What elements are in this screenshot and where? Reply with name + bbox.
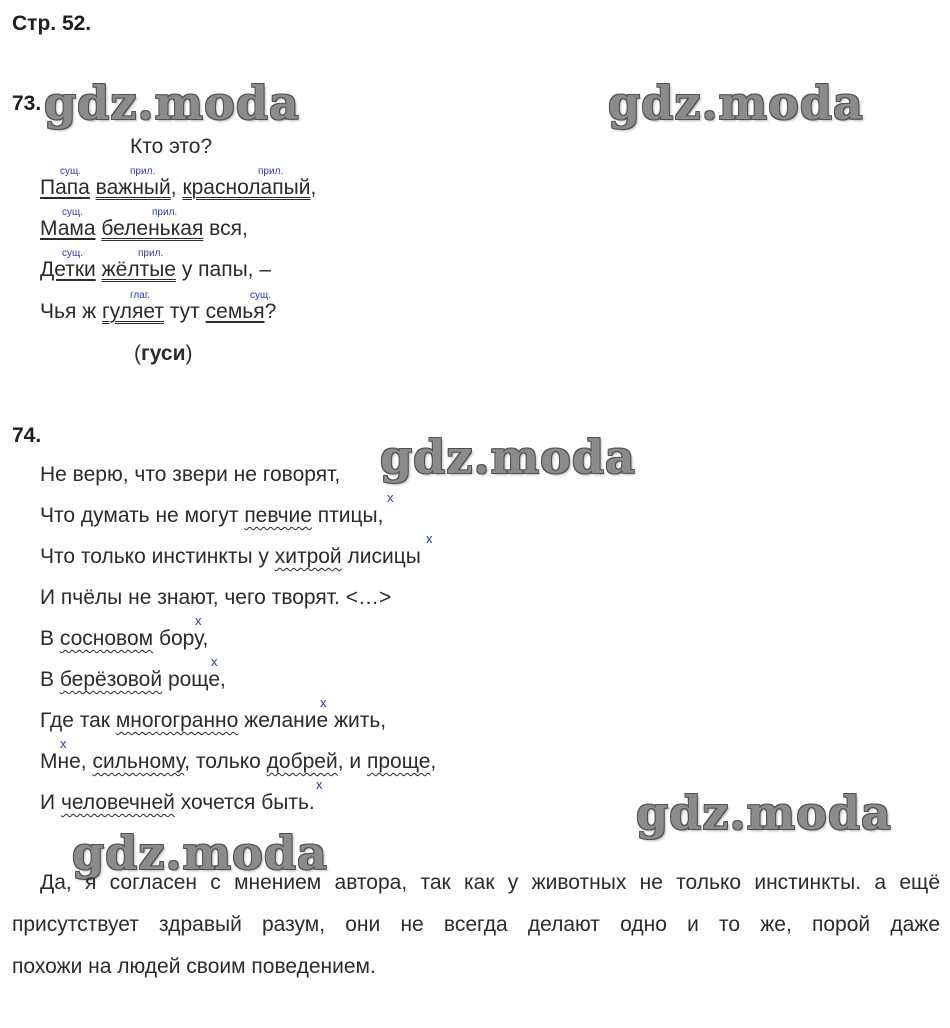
poem-line — [40, 667, 226, 693]
pos-tag: прил. — [138, 248, 164, 259]
conclusion-line: Да, я согласен с мнением автора, так как у животных не только инстинкты. а ещё — [40, 871, 940, 894]
plain-text: у папы, – — [181, 258, 272, 281]
pos-tag: сущ. — [62, 248, 84, 259]
pos-tag: глаг. — [130, 290, 151, 301]
plain-text: Что только инстинкты у — [40, 545, 269, 568]
poem-line — [40, 790, 315, 816]
plain-text: , и — [337, 750, 362, 773]
plain-text: желание жить, — [244, 709, 387, 732]
subject-word: Папа — [40, 176, 90, 199]
poem-line — [40, 544, 421, 570]
attribute-word: сосновом — [59, 627, 154, 650]
conclusion-paragraph — [12, 862, 940, 988]
subject-word: Детки — [40, 258, 96, 281]
poem-line — [40, 626, 208, 652]
mark-x: х — [211, 654, 218, 669]
mark-x: х — [316, 777, 323, 792]
plain-text: тут — [169, 300, 200, 323]
predicate-word: краснолапый — [182, 176, 311, 199]
subject-word: семья — [205, 300, 265, 323]
plain-text: птицы, — [317, 504, 384, 527]
exercise-73-title: Кто это? — [130, 135, 213, 158]
watermark-logo: gdz.moda — [44, 76, 300, 130]
attribute-word: добрей — [266, 750, 338, 773]
attribute-word: хитрой — [274, 545, 342, 568]
predicate-word: беленькая — [101, 217, 204, 240]
plain-text: роще, — [167, 668, 226, 691]
watermark-logo: gdz.moda — [380, 430, 636, 484]
plain-text: бору, — [158, 627, 209, 650]
attribute-word: певчие — [244, 504, 312, 527]
mark-x: х — [426, 531, 433, 546]
mark-x: х — [60, 736, 67, 751]
punct: , — [310, 176, 317, 199]
pos-tag: сущ. — [62, 207, 84, 218]
plain-text: хочется быть. — [180, 791, 315, 814]
poem-line — [40, 749, 436, 775]
conclusion-line: похожи на людей своим поведением. — [12, 955, 376, 978]
attribute-word: берёзовой — [59, 668, 163, 691]
attribute-word: проще — [366, 750, 431, 773]
poem-line — [40, 257, 271, 283]
attribute-word: человечней — [60, 791, 175, 814]
poem-line — [40, 175, 316, 201]
answer-word: гуси — [141, 342, 186, 365]
plain-text: В — [40, 627, 55, 650]
plain-text: Где так — [40, 709, 110, 732]
exercise-74-number: 74. — [12, 424, 42, 447]
predicate-word: гуляет — [102, 300, 164, 323]
poem-line: И пчёлы не знают, чего творят. <…> — [40, 586, 392, 609]
punct: ( — [134, 342, 141, 365]
predicate-word: жёлтые — [101, 258, 176, 281]
punct: , — [430, 750, 437, 773]
watermark-logo: gdz.moda — [636, 786, 892, 840]
plain-text: Что думать не могут — [40, 504, 239, 527]
punct: ? — [264, 300, 277, 323]
subject-word: Мама — [40, 217, 96, 240]
mark-x: х — [320, 695, 327, 710]
pos-tag: сущ. — [250, 290, 272, 301]
predicate-word: важный — [95, 176, 171, 199]
poem-line — [40, 299, 276, 325]
plain-text: И — [40, 791, 56, 814]
plain-text: Мне, — [40, 750, 87, 773]
attribute-word: сильному — [92, 750, 185, 773]
conclusion-line: присутствует здравый разум, они не всегда делают одно и то же, порой даже — [12, 913, 940, 936]
page-header: Стр. 52. — [12, 12, 92, 35]
poem-line — [40, 708, 386, 734]
exercise-73-number: 73. — [12, 92, 42, 115]
punct: , — [170, 176, 177, 199]
pos-tag: прил. — [152, 207, 178, 218]
poem-line: Не верю, что звери не говорят, — [40, 463, 341, 486]
poem-line — [40, 503, 383, 529]
plain-text: вся, — [209, 217, 248, 240]
attribute-word: многогранно — [115, 709, 239, 732]
pos-tag: прил. — [130, 166, 156, 177]
pos-tag: прил. — [258, 166, 284, 177]
mark-x: х — [387, 490, 394, 505]
punct: ) — [185, 342, 193, 365]
poem-line — [40, 216, 248, 242]
plain-text: В — [40, 668, 55, 691]
plain-text: лисицы — [347, 545, 421, 568]
pos-tag: сущ. — [60, 166, 82, 177]
mark-x: х — [195, 613, 202, 628]
plain-text: Чья ж — [40, 300, 97, 323]
watermark-logo: gdz.moda — [72, 826, 328, 880]
watermark-logo: gdz.moda — [608, 76, 864, 130]
exercise-73-answer — [134, 341, 193, 367]
plain-text: , только — [184, 750, 261, 773]
